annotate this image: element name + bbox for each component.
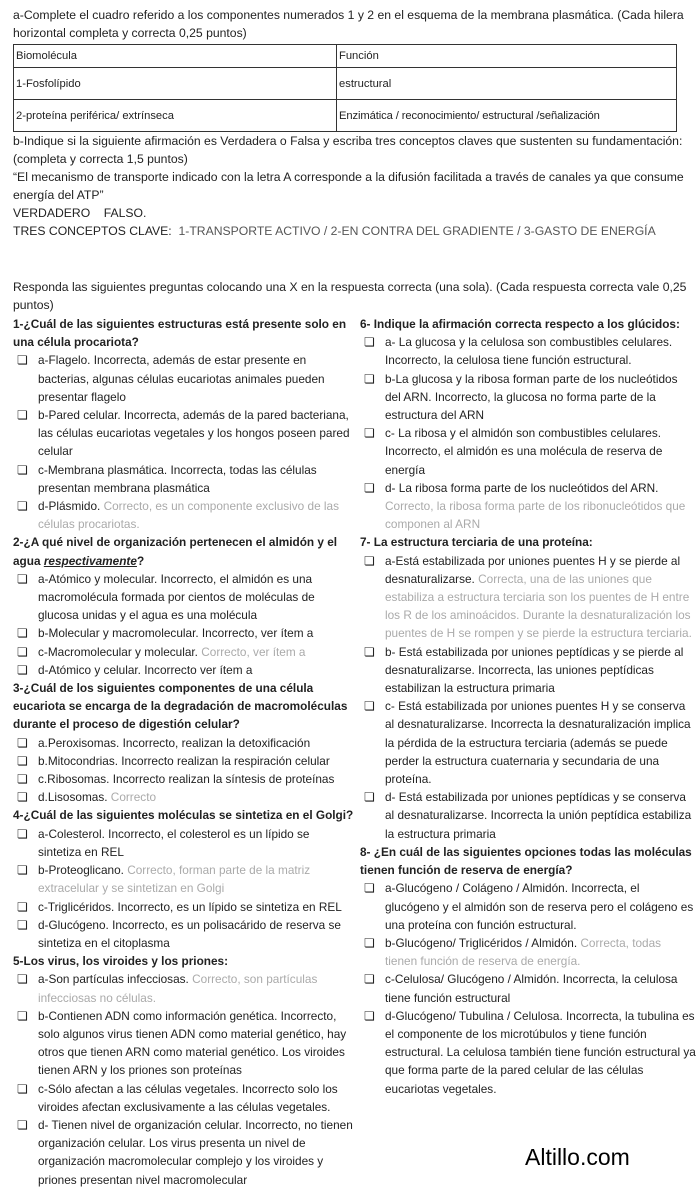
option-label: a-Flagelo.: [38, 353, 91, 368]
option-feedback: Correcto, ver ítem a: [201, 644, 306, 659]
checkbox-icon[interactable]: ❏: [17, 644, 28, 659]
option-label: d-Atómico y celular.: [38, 662, 141, 677]
option-label: a-Son partículas infecciosas.: [38, 972, 189, 987]
option-feedback: Incorrecto, realizan la detoxificación: [122, 735, 311, 750]
answer-option: [360, 479, 696, 534]
option-label: b-Pared celular.: [38, 408, 121, 423]
option-label: d-Plásmido.: [38, 499, 101, 514]
option-feedback: Incorrecta, la tubulina es el componente de los microtúbulos y tiene función estructural. La celulosa también tiene función estructural ya que forma parte de la pared celular de las células eucariotas vegetales.: [385, 1008, 696, 1096]
option-feedback: Incorrecta, las uniones peptídicas estabilizan la estructura primaria: [385, 662, 654, 696]
answer-option: [13, 861, 355, 897]
section-a-b: [13, 6, 689, 240]
option-feedback: Correcto: [110, 790, 157, 805]
option-label: d-Glucógeno/ Tubulina / Celulosa.: [385, 1008, 563, 1023]
option-feedback: Incorrecta, la celulosa tiene función estructural: [385, 972, 678, 1005]
option-label: c- Está estabilizada por uniones puentes H y se conserva al desnaturalizarse.: [385, 699, 686, 732]
key-concepts-label: TRES CONCEPTOS CLAVE:: [13, 224, 172, 238]
option-feedback: Incorrecto, la celulosa tiene función estructural.: [385, 353, 632, 368]
option-label: b-Glucógeno/ Triglicéridos / Almidón.: [385, 935, 578, 950]
option-label: a-Atómico y molecular.: [38, 571, 158, 586]
option-feedback: Incorrecta la unión peptídica estabiliza la estructura primaria: [385, 808, 692, 841]
checkbox-icon[interactable]: ❏: [17, 1081, 28, 1096]
option-label: b-La glucosa y la ribosa forman parte de los nucleótidos del ARN.: [385, 371, 678, 404]
question-8: 8- ¿En cuál de las siguientes opciones todas las moléculas tienen función de reserva de energía?: [360, 844, 692, 878]
checkbox-icon[interactable]: ❏: [17, 571, 28, 586]
left-column: [13, 315, 355, 1189]
checkbox-icon[interactable]: ❏: [364, 426, 375, 441]
checkbox-icon[interactable]: ❏: [364, 335, 375, 350]
key-concepts-line: [13, 222, 689, 240]
checkbox-icon[interactable]: ❏: [17, 972, 28, 987]
biomolecule-table: [13, 44, 677, 132]
answer-option: [13, 1116, 355, 1189]
answer-option: [360, 370, 696, 425]
question-3: 3-¿Cuál de los siguientes componentes de una célula eucariota se encarga de la degradación de macromoléculas durante el proceso de digestión celular?: [13, 681, 348, 732]
answer-option: [13, 1080, 355, 1116]
table-row: [14, 68, 677, 100]
answer-option: [13, 898, 355, 916]
option-label: b- Está estabilizada por uniones peptídicas y se pierde al desnaturalizarse.: [385, 644, 684, 677]
checkbox-icon[interactable]: ❏: [17, 899, 28, 914]
question-5: 5-Los virus, los viroides y los priones:: [13, 954, 229, 969]
option-feedback: Incorrecto, solo algunos virus tienen ADN como material genético, hay otros que tienen ARN como material genético. Los viroides tienen ARN y los priones son proteínas: [38, 1008, 347, 1078]
answer-option: [360, 697, 696, 788]
option-feedback: Incorrecto realizan la respiración celular: [121, 753, 330, 768]
checkbox-icon[interactable]: ❏: [364, 644, 375, 659]
answer-option: [13, 970, 355, 1006]
multiple-choice-intro: Responda las siguientes preguntas colocando una X en la respuesta correcta (una sola). (Cada respuesta correcta vale 0,25 puntos): [13, 280, 687, 312]
multiple-choice-intro-block: [13, 278, 689, 314]
checkbox-icon[interactable]: ❏: [364, 553, 375, 568]
option-feedback: Incorrecta, el glucógeno y el almidón son de reserva pero el colágeno es una proteína con función estructural.: [385, 881, 694, 932]
question-1: 1-¿Cuál de las siguientes estructuras está presente solo en una célula procariota?: [13, 317, 347, 350]
option-label: c-Macromolecular y molecular.: [38, 644, 198, 659]
answer-option: [13, 461, 355, 497]
answer-option: [360, 333, 696, 369]
answer-option: [13, 624, 355, 642]
checkbox-icon[interactable]: ❏: [17, 353, 28, 368]
checkbox-icon[interactable]: ❏: [364, 371, 375, 386]
option-feedback: Correcto, son partículas infecciosas no células.: [38, 972, 318, 1005]
verdadero-option: VERDADERO: [13, 206, 91, 220]
question-7: 7- La estructura terciaria de una proteína:: [360, 535, 593, 550]
checkbox-icon[interactable]: ❏: [17, 626, 28, 641]
checkbox-icon[interactable]: ❏: [17, 662, 28, 677]
checkbox-icon[interactable]: ❏: [364, 972, 375, 987]
answer-option: [360, 879, 696, 934]
option-label: a-Glucógeno / Colágeno / Almidón.: [385, 881, 568, 896]
checkbox-icon[interactable]: ❏: [17, 863, 28, 878]
question-4: 4-¿Cuál de las siguientes moléculas se sintetiza en el Golgi?: [13, 808, 354, 823]
option-feedback: Correcta, todas tienen función de reserva de energía.: [385, 935, 662, 969]
option-label: c-Celulosa/ Glucógeno / Almidón.: [385, 972, 560, 987]
checkbox-icon[interactable]: ❏: [17, 499, 28, 514]
option-feedback: Correcto, la ribosa forma parte de los ribonucleótidos que componen al ARN: [385, 499, 686, 532]
answer-option: [13, 406, 355, 461]
option-feedback: Incorrecto, la glucosa no forma parte de la estructura del ARN: [385, 389, 656, 423]
option-feedback: Incorrecta, además de la pared bacteriana, las células eucariotas vegetales y los hongos poseen pared celular: [38, 408, 350, 459]
checkbox-icon[interactable]: ❏: [364, 1008, 375, 1023]
table-cell: estructural: [337, 68, 677, 100]
option-label: d- La ribosa forma parte de los nucleótidos del ARN.: [385, 480, 659, 495]
key-concepts-answer: 1-TRANSPORTE ACTIVO / 2-EN CONTRA DEL GRADIENTE / 3-GASTO DE ENERGÍA: [178, 224, 656, 238]
checkbox-icon[interactable]: ❏: [17, 1008, 28, 1023]
answer-option: [13, 1007, 355, 1080]
option-feedback: Incorrecto, el colesterol es un lípido se sintetiza en REL: [38, 826, 310, 859]
answer-option: [360, 934, 696, 970]
option-feedback: Incorrecta, todas las células presentan membrana plasmática: [38, 462, 317, 495]
answer-option: [360, 552, 696, 643]
answer-option: [13, 570, 355, 625]
checkbox-icon[interactable]: ❏: [17, 462, 28, 477]
answer-option: [360, 643, 696, 698]
question-emphasis: respectivamente: [43, 553, 137, 568]
option-label: d- Está estabilizada por uniones peptídicas y se conserva al desnaturalizarse.: [385, 790, 686, 823]
option-feedback: Incorrecto, el almidón es una macromolécula formada por cientos de moléculas de glucosa unidas y el agua es una molécula: [38, 571, 315, 623]
option-label: a- La glucosa y la celulosa son combustibles celulares.: [385, 335, 673, 350]
option-label: b.Mitocondrias.: [38, 753, 118, 768]
option-feedback: Correcta, una de las uniones que estabiliza a estructura terciaria son los puentes de H entre los R de los aminoácidos. Durante la desnaturalización los puentes de H se rompen y se pierde la estructura terciaria.: [385, 571, 692, 641]
option-feedback: Incorrecto realizan la síntesis de proteínas: [112, 772, 335, 787]
checkbox-icon[interactable]: ❏: [17, 753, 28, 768]
answer-option: [360, 788, 696, 843]
table-cell: Enzimática / reconocimiento/ estructural /señalización: [337, 100, 677, 132]
option-label: c- La ribosa y el almidón son combustibles celulares.: [385, 426, 662, 441]
answer-option: [360, 970, 696, 1006]
answer-option: [360, 1007, 696, 1098]
option-label: d- Tienen nivel de organización celular.: [38, 1117, 242, 1132]
option-label: a-Está estabilizada por uniones puentes H y se pierde al desnaturalizarse.: [385, 553, 681, 586]
checkbox-icon[interactable]: ❏: [17, 826, 28, 841]
answer-option: [13, 643, 355, 661]
checkbox-icon[interactable]: ❏: [17, 408, 28, 423]
option-label: c.Ribosomas.: [38, 772, 110, 787]
answer-option: [360, 424, 696, 479]
checkbox-icon[interactable]: ❏: [364, 699, 375, 714]
checkbox-icon[interactable]: ❏: [364, 480, 375, 495]
question-6: 6- Indique la afirmación correcta respecto a los glúcidos:: [360, 317, 680, 331]
section-b-intro: b-Indique si la siguiente afirmación es Verdadera o Falsa y escriba tres conceptos claves que sustenten su fundamentación: (completa y correcta 1,5 puntos): [13, 134, 683, 166]
option-feedback: Incorrecto ver ítem a: [144, 662, 253, 677]
answer-option: [13, 497, 355, 533]
table-header-row: [14, 45, 677, 68]
answer-option: [13, 752, 355, 770]
option-feedback: Incorrecto, no tienen organización celular. Los virus presenta un nivel de organización macromolecular complejo y los viroides y priones presentan nivel macromolecular: [38, 1117, 353, 1187]
option-label: a-Colesterol.: [38, 826, 105, 841]
table-cell: 1-Fosfolípido: [14, 68, 337, 100]
table-header-cell: Biomolécula: [14, 45, 337, 68]
checkbox-icon[interactable]: ❏: [364, 935, 375, 950]
falso-option: FALSO.: [103, 206, 147, 220]
option-label: d.Lisosomas.: [38, 790, 108, 805]
table-cell: 2-proteína periférica/ extrínseca: [14, 100, 337, 132]
option-label: d-Glucógeno.: [38, 917, 109, 932]
checkbox-icon[interactable]: ❏: [17, 790, 28, 805]
table-row: [14, 100, 677, 132]
option-label: c-Triglicéridos.: [38, 899, 115, 914]
true-false-line: [13, 204, 689, 222]
answer-option: [13, 734, 355, 752]
answer-option: [13, 825, 355, 861]
checkbox-icon[interactable]: ❏: [17, 917, 28, 932]
checkbox-icon[interactable]: ❏: [364, 881, 375, 896]
checkbox-icon[interactable]: ❏: [17, 1117, 28, 1132]
section-b-statement: “El mecanismo de transporte indicado con la letra A corresponde a la difusión facilitada a través de canales ya que consume energía del ATP”: [13, 170, 684, 202]
option-label: a.Peroxisomas.: [38, 735, 120, 750]
option-feedback: Incorrecto solo los viroides afectan exclusivamente a las células vegetales.: [38, 1081, 338, 1114]
checkbox-icon[interactable]: ❏: [17, 735, 28, 750]
question-2: [13, 533, 355, 569]
option-feedback: Incorrecto, es un polisacárido de reserva se sintetiza en el citoplasma: [38, 917, 341, 950]
option-feedback: Incorrecto, el almidón es una molécula de reserva de energía: [385, 444, 663, 477]
checkbox-icon[interactable]: ❏: [17, 772, 28, 787]
question-text: 2-¿A qué nivel de organización pertenecen el almidón y el agua: [13, 535, 338, 568]
table-header-cell: Función: [337, 45, 677, 68]
option-label: b-Contienen ADN como información genética.: [38, 1008, 278, 1023]
option-label: b-Proteoglicano.: [38, 863, 124, 878]
option-feedback: Correcto, forman parte de la matriz extracelular y se sintetizan en Golgi: [38, 863, 311, 896]
right-column: [360, 315, 696, 1098]
option-feedback: Incorrecto, ver ítem a: [201, 626, 314, 641]
brand-watermark: Altillo.com: [525, 1144, 630, 1170]
option-feedback: Correcto, es un componente exclusivo de las células procariotas.: [38, 499, 339, 532]
answer-option: [13, 770, 355, 788]
checkbox-icon[interactable]: ❏: [364, 790, 375, 805]
option-label: b-Molecular y macromolecular.: [38, 626, 199, 641]
option-feedback: Incorrecto, es un lípido se sintetiza en REL: [117, 899, 342, 914]
answer-option: [13, 661, 355, 679]
option-feedback: Incorrecta la desnaturalización implica la pérdida de la estructura terciaria (además se puede perder la estructura cuaternaria y secundaria de una proteína.: [385, 717, 691, 787]
section-a-intro: a-Complete el cuadro referido a los componentes numerados 1 y 2 en el esquema de la membrana plasmática. (Cada hilera horizontal completa y correcta 0,25 puntos): [13, 8, 684, 40]
option-label: c-Sólo afectan a las células vegetales.: [38, 1081, 239, 1096]
option-label: c-Membrana plasmática.: [38, 462, 168, 477]
answer-option: [13, 916, 355, 952]
answer-option: [13, 351, 355, 406]
question-text: ?: [136, 553, 145, 568]
option-feedback: Incorrecta, además de estar presente en bacterias, algunas células eucariotas animales pueden presentar flagelo: [38, 353, 325, 404]
answer-option: [13, 788, 355, 806]
